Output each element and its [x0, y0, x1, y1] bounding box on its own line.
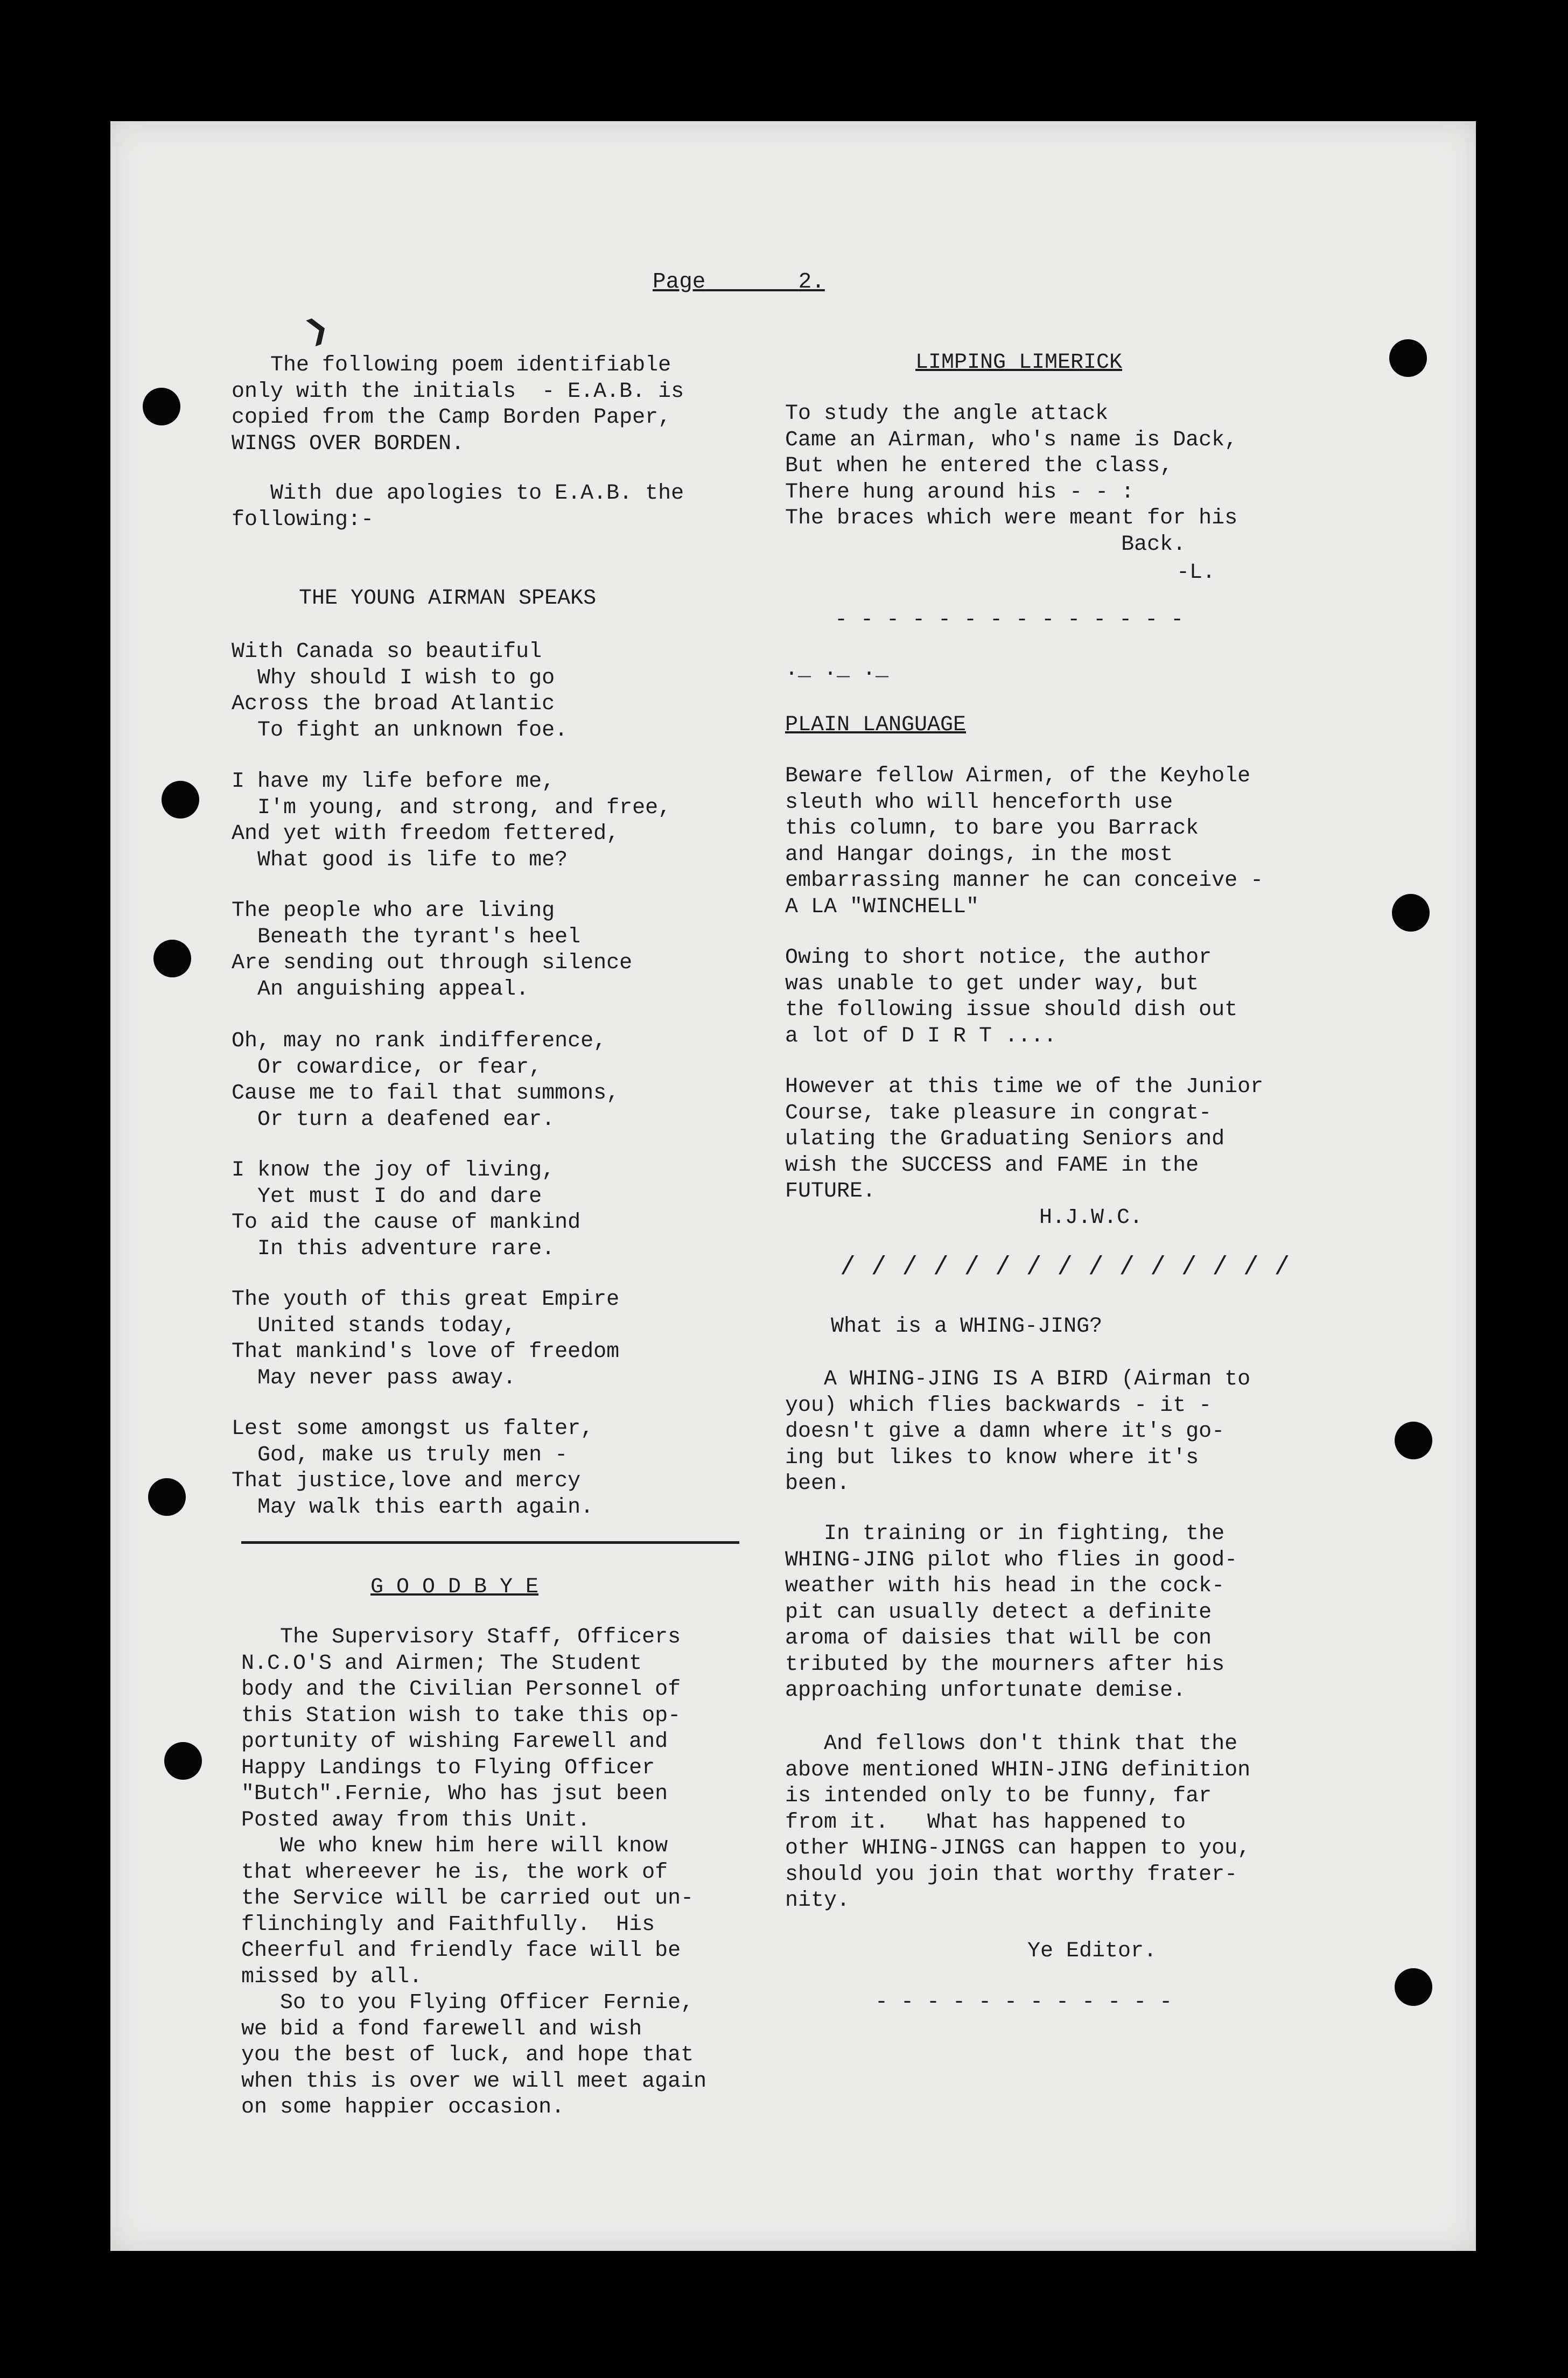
text-line: FUTURE. — [785, 1179, 876, 1204]
text-line: And fellows don't think that the — [785, 1732, 1238, 1756]
text-line: a lot of D I R T .... — [785, 1024, 1057, 1048]
text-line: A WHING-JING IS A BIRD (Airman to — [785, 1367, 1251, 1391]
punch-hole — [1392, 894, 1430, 932]
text-line: I know the joy of living, — [232, 1158, 555, 1183]
limerick-signature: -L. — [1177, 561, 1216, 585]
punch-hole — [1395, 1968, 1432, 2006]
text-line: and Hangar doings, in the most — [785, 842, 1173, 867]
text-line: tributed by the mourners after his — [785, 1652, 1225, 1677]
text-line: other WHING-JINGS can happen to you, — [785, 1836, 1251, 1861]
text-line: To fight an unknown foe. — [232, 718, 568, 743]
text-line: the Service will be carried out un- — [241, 1886, 694, 1911]
text-line: Cheerful and friendly face will be — [241, 1939, 681, 1963]
text-line: And yet with freedom fettered, — [232, 822, 620, 846]
text-line: missed by all. — [241, 1964, 423, 1989]
text-line: Or turn a deafened ear. — [232, 1107, 555, 1132]
text-line: I have my life before me, — [232, 770, 555, 794]
text-line: N.C.O'S and Airmen; The Student — [241, 1651, 642, 1676]
text-line: In this adventure rare. — [232, 1236, 555, 1261]
text-line: An anguishing appeal. — [232, 977, 529, 1002]
text-line: should you join that worthy frater- — [785, 1862, 1238, 1887]
section-divider — [241, 1541, 739, 1544]
text-line: Course, take pleasure in congrat- — [785, 1101, 1212, 1125]
dash-separator: - - - - - - - - - - - - - - — [835, 608, 1184, 632]
whing-jing-heading: What is a WHING-JING? — [831, 1314, 1103, 1339]
text-line: There hung around his - - : — [785, 480, 1135, 505]
punch-hole — [162, 781, 199, 819]
poem-intro — [232, 353, 684, 457]
text-line: Came an Airman, who's name is Dack, — [785, 428, 1238, 452]
text-line: copied from the Camp Borden Paper, — [232, 405, 671, 430]
punch-hole — [164, 1742, 202, 1780]
text-line: Owing to short notice, the author — [785, 946, 1212, 970]
text-line: However at this time we of the Junior — [785, 1075, 1264, 1099]
text-line: Cause me to fail that summons, — [232, 1081, 620, 1106]
text-line: was unable to get under way, but — [785, 971, 1199, 996]
plain-language-para — [785, 764, 1263, 920]
text-line: this column, to bare you Barrack — [785, 816, 1199, 841]
text-line: been. — [785, 1472, 850, 1496]
poem-stanza — [232, 1416, 593, 1521]
text-line: Are sending out through silence — [232, 951, 633, 975]
text-line: But when he entered the class, — [785, 454, 1173, 478]
limerick-heading: LIMPING LIMERICK — [915, 351, 1123, 375]
text-line: To aid the cause of mankind — [232, 1211, 581, 1235]
text-line: that whereever he is, the work of — [241, 1860, 668, 1885]
whing-jing-para — [785, 1731, 1250, 1914]
dash-separator: - - - - - - - - - - - - — [875, 1990, 1173, 2015]
plain-language-para — [785, 1074, 1263, 1205]
text-line: Beware fellow Airmen, of the Keyhole — [785, 764, 1251, 788]
text-line: from it. What has happened to — [785, 1810, 1186, 1835]
text-line: WHING-JING pilot who flies in good- — [785, 1548, 1238, 1572]
text-line: on some happier occasion. — [241, 2095, 565, 2120]
poem-stanza — [232, 1287, 619, 1391]
text-line: What good is life to me? — [232, 848, 568, 872]
text-line: ulating the Graduating Seniors and — [785, 1127, 1225, 1151]
text-line: That justice,love and mercy — [232, 1469, 581, 1493]
text-line: portunity of wishing Farewell and — [241, 1730, 668, 1754]
page-number-value: 2. — [798, 270, 825, 295]
text-line: The people who are living — [232, 899, 555, 923]
text-line: May walk this earth again. — [232, 1495, 594, 1520]
text-line: ing but likes to know where it's — [785, 1445, 1199, 1470]
poem-title: THE YOUNG AIRMAN SPEAKS — [299, 586, 597, 611]
text-line: Posted away from this Unit. — [241, 1808, 591, 1833]
text-line: To study the angle attack — [785, 402, 1109, 426]
text-line: is intended only to be funny, far — [785, 1784, 1212, 1808]
text-line: May never pass away. — [232, 1366, 516, 1390]
goodbye-heading: G O O D B Y E — [370, 1575, 539, 1599]
text-line: weather with his head in the cock- — [785, 1574, 1225, 1598]
punch-hole — [143, 388, 180, 425]
text-line: Happy Landings to Flying Officer — [241, 1755, 655, 1780]
page-label: Page — [653, 270, 706, 295]
text-line: doesn't give a damn where it's go- — [785, 1419, 1225, 1444]
text-line: That mankind's love of freedom — [232, 1340, 620, 1364]
text-line: Across the broad Atlantic — [232, 692, 555, 716]
text-line: In training or in fighting, the — [785, 1522, 1225, 1546]
poem-stanza — [232, 639, 568, 744]
whing-jing-para — [785, 1521, 1237, 1704]
text-line: Back. — [785, 532, 1186, 557]
text-line: United stands today, — [232, 1313, 516, 1338]
punch-hole — [153, 940, 191, 977]
text-line: nity. — [785, 1889, 850, 1913]
text-line: flinchingly and Faithfully. His — [241, 1912, 655, 1937]
text-line: embarrassing manner he can conceive - — [785, 869, 1264, 893]
text-line: The following poem identifiable — [232, 353, 671, 377]
text-line: this Station wish to take this op- — [241, 1703, 681, 1728]
ink-mark: ❯ — [300, 308, 337, 356]
text-line: body and the Civilian Personnel of — [241, 1677, 681, 1702]
text-line: when this is over we will meet again — [241, 2069, 707, 2094]
text-line: With due apologies to E.A.B. the — [232, 481, 684, 506]
editor-signature: Ye Editor. — [1027, 1939, 1157, 1963]
text-line: you) which flies backwards - it - — [785, 1393, 1212, 1418]
text-line: approaching unfortunate demise. — [785, 1678, 1186, 1703]
text-line: you the best of luck, and hope that — [241, 2043, 694, 2067]
poem-stanza — [232, 769, 671, 873]
limerick-text — [785, 401, 1237, 558]
text-line: Or cowardice, or fear, — [232, 1055, 542, 1080]
poem-stanza — [232, 1158, 580, 1262]
text-line: sleuth who will henceforth use — [785, 790, 1173, 815]
text-line: aroma of daisies that will be con — [785, 1626, 1212, 1650]
poem-apology — [232, 481, 684, 533]
page-number — [653, 269, 825, 296]
text-line: The Supervisory Staff, Officers — [241, 1625, 681, 1649]
whing-jing-para — [785, 1367, 1250, 1498]
text-line: The braces which were meant for his — [785, 506, 1238, 530]
plain-language-para — [785, 945, 1237, 1050]
text-line: "Butch".Fernie, Who has jsut been — [241, 1782, 668, 1806]
text-line: Why should I wish to go — [232, 666, 555, 690]
punch-hole — [1389, 339, 1427, 377]
text-line: We who knew him here will know — [241, 1834, 668, 1858]
text-line: WINGS OVER BORDEN. — [232, 431, 465, 456]
text-line: A LA "WINCHELL" — [785, 894, 979, 919]
text-line: So to you Flying Officer Fernie, — [241, 1991, 694, 2015]
text-line: the following issue should dish out — [785, 998, 1238, 1022]
text-line: Yet must I do and dare — [232, 1184, 542, 1209]
goodbye-text — [241, 1625, 706, 2121]
plain-language-heading: PLAIN LANGUAGE — [785, 713, 967, 737]
text-line: The youth of this great Empire — [232, 1288, 620, 1312]
slash-separator: / / / / / / / / / / / / / / / — [840, 1253, 1290, 1282]
text-line: only with the initials - E.A.B. is — [232, 379, 684, 404]
text-line: With Canada so beautiful — [232, 640, 542, 664]
poem-stanza — [232, 898, 632, 1003]
plain-language-signature: H.J.W.C. — [1039, 1206, 1143, 1230]
poem-stanza — [232, 1029, 619, 1133]
punch-hole — [148, 1478, 186, 1516]
text-line: we bid a fond farewell and wish — [241, 2017, 642, 2041]
text-line: wish the SUCCESS and FAME in the — [785, 1153, 1199, 1178]
text-line: Oh, may no rank indifference, — [232, 1029, 607, 1053]
text-line: above mentioned WHIN-JING definition — [785, 1758, 1251, 1782]
text-line: pit can usually detect a definite — [785, 1600, 1212, 1625]
text-line: God, make us truly men - — [232, 1443, 568, 1467]
text-line: Lest some amongst us falter, — [232, 1417, 594, 1441]
text-line: I'm young, and strong, and free, — [232, 795, 671, 820]
text-line: Beneath the tyrant's heel — [232, 925, 581, 949]
text-line: following:- — [232, 507, 374, 532]
morse-separator: ._ ._ ._ — [785, 658, 889, 682]
punch-hole — [1395, 1422, 1432, 1459]
